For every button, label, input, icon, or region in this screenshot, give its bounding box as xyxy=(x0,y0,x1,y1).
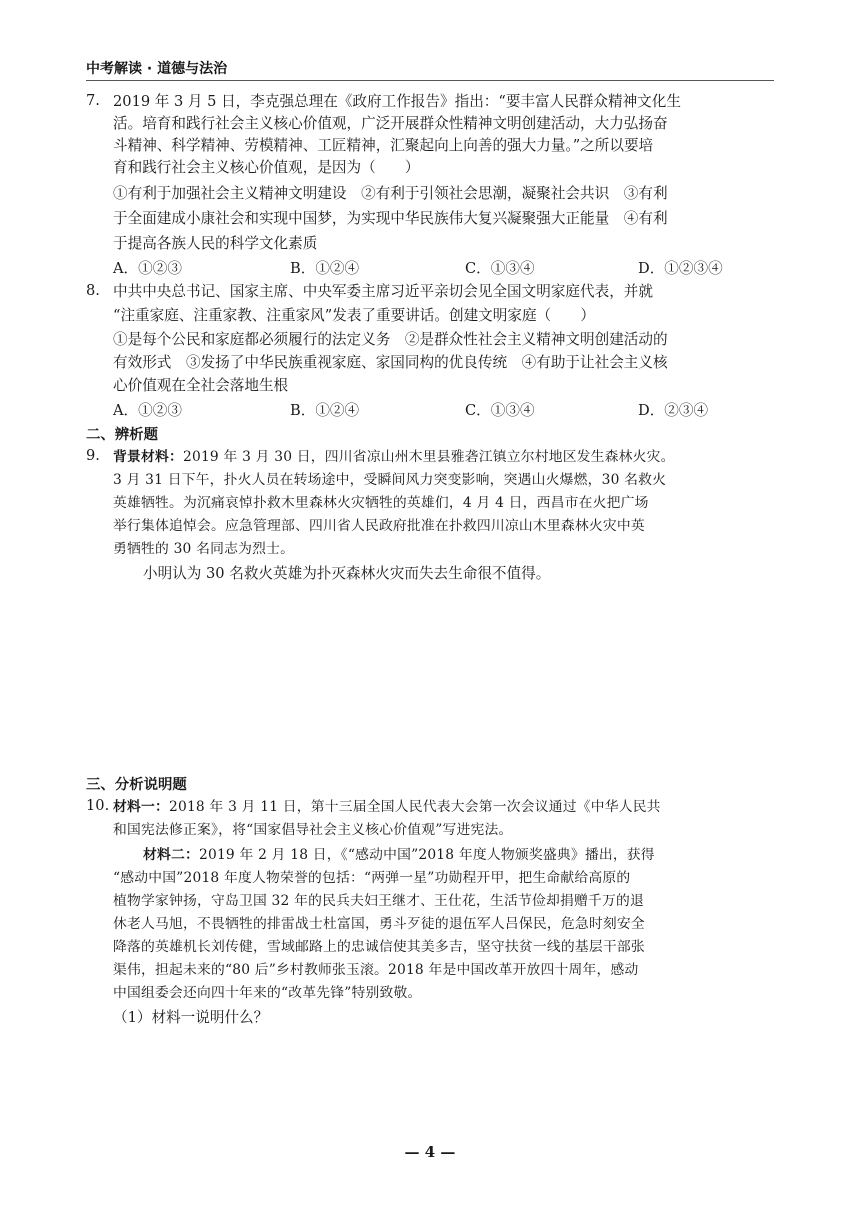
q8-line-3: ①是每个公民和家庭都必须履行的法定义务 ②是群众性社会主义精神文明创建活动的 xyxy=(113,331,668,348)
header-divider xyxy=(86,80,774,81)
page-number: — 4 — xyxy=(404,1143,456,1161)
q7-option-a: A．①②③ xyxy=(113,260,182,277)
q9-line-3: 英雄牺牲。为沉痛哀悼扑救木里森林火灾牺牲的英雄们，4 月 4 日，西昌市在火把广场 xyxy=(113,495,649,511)
q10-m1-label: 材料一： xyxy=(113,799,169,815)
q10-m2-label: 材料二： xyxy=(143,847,199,863)
q10-m2-line-2: “感动中国”2018 年度人物荣誉的包括：“两弹一星”功勋程开甲，把生命献给高原的 xyxy=(113,870,631,886)
q7-option-b: B．①②④ xyxy=(290,260,360,277)
q10-sub-question-1: （1）材料一说明什么？ xyxy=(113,1009,269,1026)
q10-m1-line-1 xyxy=(113,797,661,817)
q8-line-4: 有效形式 ③发扬了中华民族重视家庭、家国同构的优良传统 ④有助于让社会主义核 xyxy=(113,354,668,371)
q8-option-c: C．①③④ xyxy=(465,402,535,419)
q10-m2-line-1-text: 2019 年 2 月 18 日，《“感动中国”2018 年度人物颁奖盛典》播出，获得 xyxy=(199,847,655,863)
q10-m1-line-1-text: 2018 年 3 月 11 日，第十三届全国人民代表大会第一次会议通过《中华人民共 xyxy=(169,799,661,815)
q9-number: 9. xyxy=(86,447,100,464)
q10-m2-line-7: 中国组委会还向四十年来的“改革先锋”特别致敬。 xyxy=(113,985,422,1001)
q7-line-6: 于全面建成小康社会和实现中国梦，为实现中华民族伟大复兴凝聚强大正能量 ④有利 xyxy=(113,210,668,227)
q10-m2-line-3: 植物学家钟扬，守岛卫国 32 年的民兵夫妇王继才、王仕花，生活节俭却捐赠千万的退 xyxy=(113,893,645,909)
q7-line-7: 于提高各族人民的科学文化素质 xyxy=(113,235,318,252)
q8-line-1: 中共中央总书记、国家主席、中央军委主席习近平亲切会见全国文明家庭代表，并就 xyxy=(113,283,653,300)
section-3-title: 三、分析说明题 xyxy=(86,777,187,793)
q10-m2-line-4: 休老人马旭，不畏牺牲的排雷战士杜富国，勇斗歹徒的退伍军人吕保民，危急时刻安全 xyxy=(113,916,645,932)
q9-line-1-text: 2019 年 3 月 30 日，四川省凉山州木里县雅砻江镇立尔村地区发生森林火灾。 xyxy=(182,449,675,465)
q10-m2-line-1 xyxy=(143,845,655,865)
q8-number: 8. xyxy=(86,282,100,299)
q7-line-3: 斗精神、科学精神、劳模精神、工匠精神，汇聚起向上向善的强大力量。”之所以要培 xyxy=(113,137,654,154)
q7-line-5: ①有利于加强社会主义精神文明建设 ②有利于引领社会思潮，凝聚社会共识 ③有利 xyxy=(113,185,668,202)
q7-line-2: 活。培育和践行社会主义核心价值观，广泛开展群众性精神文明创建活动，大力弘扬奋 xyxy=(113,115,668,132)
page-header: 中考解读 · 道德与法治 xyxy=(86,61,228,77)
q7-line-4: 育和践行社会主义核心价值观，是因为（ ） xyxy=(113,159,420,176)
q8-option-d: D．②③④ xyxy=(638,402,709,419)
q9-line-1 xyxy=(113,447,675,467)
q9-label: 背景材料： xyxy=(113,449,183,465)
q7-line-1: 2019 年 3 月 5 日，李克强总理在《政府工作报告》指出：“要丰富人民群众精神文化生 xyxy=(113,93,681,110)
q10-m2-line-6: 渠伟，担起未来的“80 后”乡村教师张玉滚。2018 年是中国改革开放四十周年，感动 xyxy=(113,962,639,978)
q8-option-a: A．①②③ xyxy=(113,402,182,419)
q9-line-4: 举行集体追悼会。应急管理部、四川省人民政府批准在扑救四川凉山木里森林火灾中英 xyxy=(113,518,645,534)
q8-line-5: 心价值观在全社会落地生根 xyxy=(113,377,289,394)
q10-m1-line-2: 和国宪法修正案》，将“国家倡导社会主义核心价值观”写进宪法。 xyxy=(113,822,513,838)
q9-line-5: 勇牺牲的 30 名同志为烈士。 xyxy=(113,541,295,557)
q7-option-c: C．①③④ xyxy=(465,260,535,277)
q10-m2-line-5: 降落的英雄机长刘传健，雪域邮路上的忠诚信使其美多吉，坚守扶贫一线的基层干部张 xyxy=(113,939,645,955)
q7-option-d: D．①②③④ xyxy=(638,260,723,277)
q7-number: 7. xyxy=(86,92,100,109)
section-2-title: 二、辨析题 xyxy=(86,427,158,443)
q9-statement: 小明认为 30 名救火英雄为扑灭森林火灾而失去生命很不值得。 xyxy=(143,565,551,582)
q8-option-b: B．①②④ xyxy=(290,402,360,419)
q8-line-2: “注重家庭、注重家教、注重家风”发表了重要讲话。创建文明家庭（ ） xyxy=(113,307,595,324)
q9-line-2: 3 月 31 日下午，扑火人员在转场途中，受瞬间风力突变影响，突遇山火爆燃，30 名救火 xyxy=(113,472,667,488)
q10-number: 10. xyxy=(86,797,110,814)
